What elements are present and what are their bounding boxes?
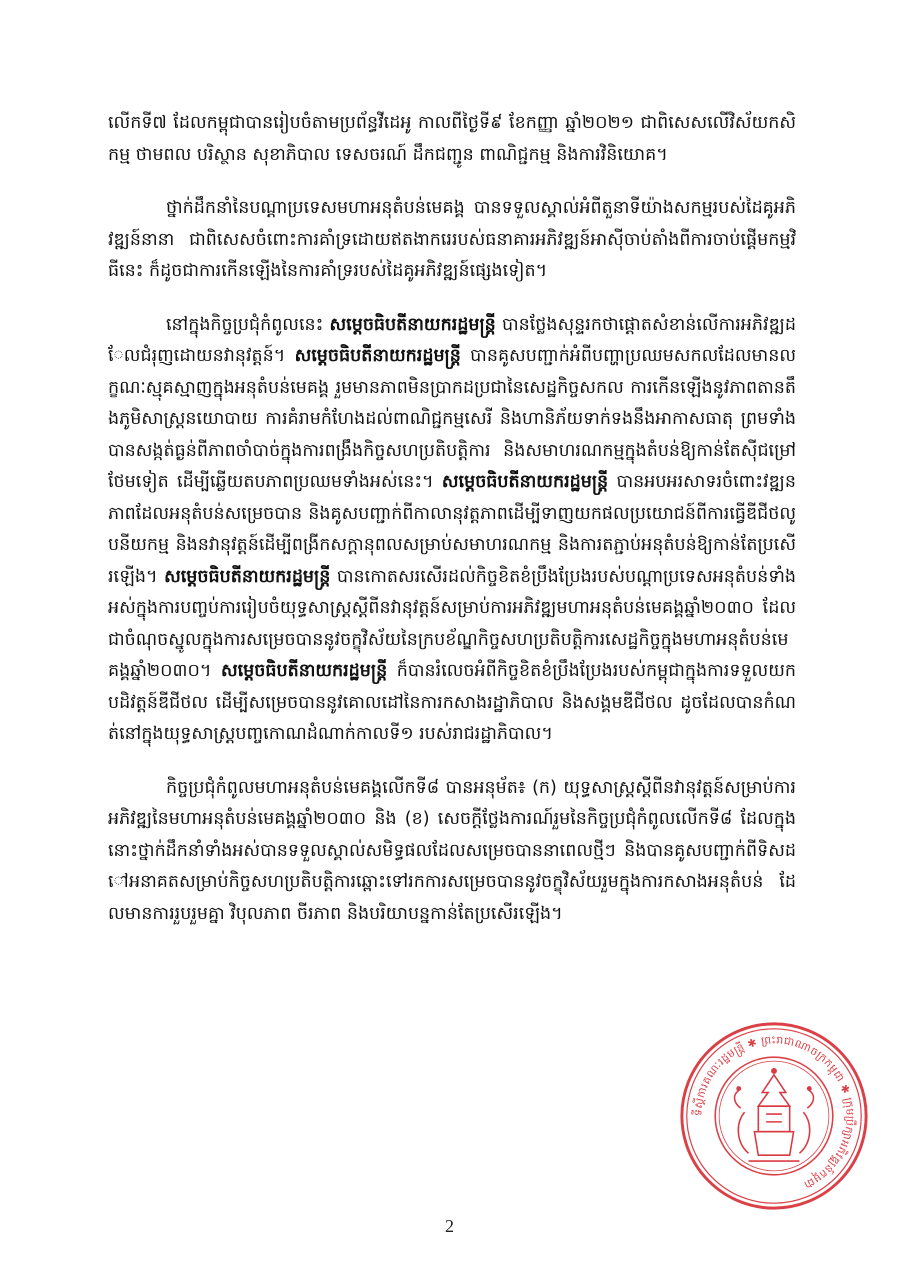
paragraph-3-text-5: បានកោតសរសើរដល់កិច្ចខិតខំប្រឹងប្រែងរបស់បណ្តាប្រទេសអនុតំបន់ទាំងអស់ក្នុងការបញ្ចប់ការរៀបចំយុទ្ធសាស្ត្រស្តីពីនវានុវត្តន៍សម្រាប់ការអភិវឌ្ឍមហាអនុតំបន់មេគង្គឆ្នាំ២០៣០ ដែលជាចំណុចស្នូលក្នុងការសម្រេចបាននូវចក្ខុវិស័យនៃក្របខ័ណ្ឌកិច្ចសហប្រតិបត្តិការសេដ្ឋកិច្ចក្នុងមហាអនុតំបន់មេគង្គឆ្នាំ២០៣០។ bbox=[108, 566, 797, 681]
paragraph-3-text-2: បានថ្លែងសុន្ទរកថាផ្តោតសំខាន់លើការអភិវឌ្ឍដែលជំរុញដោយនវានុវត្តន៍។ bbox=[108, 314, 797, 366]
paragraph-3-text-4: បានអបអរសាទរចំពោះវឌ្ឍនភាពដែលអនុតំបន់សម្រេចបាន និងគូសបញ្ជាក់ពីកាលានុវត្តភាពដើម្បីទាញយកផលប្រយោជន៍ពីការធ្វើឌីជីថលូបនីយកម្ម និងនវានុវត្តន៍ដើម្បីពង្រីកសក្តានុពលសម្រាប់សមាហរណកម្ម និងការតភ្ជាប់អនុតំបន់ឱ្យកាន់តែប្រសើរឡើង។ bbox=[108, 472, 796, 587]
paragraph-3 bbox=[108, 310, 796, 751]
royal-government-seal-icon bbox=[676, 1018, 872, 1214]
prime-minister-title: សម្តេចធិបតីនាយករដ្ឋមន្ត្រី bbox=[220, 661, 388, 681]
paragraph-4: កិច្ចប្រជុំកំពូលមហាអនុតំបន់មេគង្គលើកទី៨ បានអនុម័ត៖ (ក) យុទ្ធសាស្ត្រស្តីពីនវានុវត្តន៍សម្រាប់ការអភិវឌ្ឍនៃមហាអនុតំបន់មេគង្គឆ្នាំ២០៣០ និង (ខ) សេចក្តីថ្លែងការណ៍រួមនៃកិច្ចប្រជុំកំពូលលើកទី៨ ដែលក្នុងនោះថ្នាក់ដឹកនាំទាំងអស់បានទទួលស្គាល់សមិទ្ធផលដែលសម្រេចបាននាពេលថ្មីៗ និងបានគូសបញ្ជាក់ពីទិសដៅអនាគតសម្រាប់កិច្ចសហប្រតិបត្តិការឆ្ពោះទៅរកការសម្រេចបាននូវចក្ខុវិស័យរួមក្នុងការកសាងអនុតំបន់ ដែលមានការរួបរួមគ្នា វិបុលភាព ចីរភាព និងបរិយាបន្នកាន់តែប្រសើរឡើង។ bbox=[108, 777, 796, 924]
paragraph-2: ថ្នាក់ដឹកនាំនៃបណ្តាប្រទេសមហាអនុតំបន់មេគង្គ បានទទួលស្គាល់អំពីតួនាទីយ៉ាងសកម្មរបស់ដៃគូអភិវឌ្ឍន៍នានា ជាពិសេសចំពោះការគាំទ្រដោយឥតងាករេរបស់ធនាគារអភិវឌ្ឍន៍អាស៊ីចាប់តាំងពីការចាប់ផ្តើមកម្មវិធីនេះ ក៏ដូចជាការកើនឡើងនៃការគាំទ្ររបស់ដៃគូអភិវឌ្ឍន៍ផ្សេងទៀត។ bbox=[108, 198, 796, 281]
prime-minister-title: សម្តេចធិបតីនាយករដ្ឋមន្ត្រី bbox=[164, 566, 331, 587]
prime-minister-title: សម្តេចធិបតីនាយករដ្ឋមន្ត្រី bbox=[294, 346, 461, 366]
prime-minister-title: សម្តេចធិបតីនាយករដ្ឋមន្ត្រី bbox=[329, 314, 496, 335]
seal-ring-text: ទីស្តីការគណៈរដ្ឋមន្ត្រី ✱ ព្រះរាជាណាចក្រកម្ពុជា ✱ ក្រុមប្រឹក្សាអភិវឌ្ឍន៍កម្ពុជា bbox=[691, 1033, 857, 1192]
paragraph-3-text-6: ក៏បានរំលេចអំពីកិច្ចខិតខំប្រឹងប្រែងរបស់កម្ពុជាក្នុងការទទួលយកបដិវត្តន៍ឌីជីថល ដើម្បីសម្រេចបាននូវគោលដៅនៃការកសាងរដ្ឋាភិបាល និងសង្គមឌីជីថល ដូចដែលបានកំណត់នៅក្នុងយុទ្ធសាស្ត្របញ្ចកោណដំណាក់កាលទី១ របស់រាជរដ្ឋាភិបាល។ bbox=[108, 661, 796, 744]
paragraph-3-text-3: បានគូសបញ្ជាក់អំពីបញ្ហាប្រឈមសកលដែលមានលក្ខណៈស្មុគស្មាញក្នុងអនុតំបន់មេគង្គ រួមមានភាពមិនប្រាកដប្រជានៃសេដ្ឋកិច្ចសកល ការកើនឡើងនូវភាពតានតឹងភូមិសាស្ត្រនយោបាយ ការគំរាមកំហែងដល់ពាណិជ្ជកម្មសេរី និងហានិភ័យទាក់ទងនឹងអាកាសធាតុ ព្រមទាំងបានសង្កត់ធ្ងន់ពីភាពចាំបាច់ក្នុងការពង្រឹងកិច្ចសហប្រតិបត្តិការ និងសមាហរណកម្មក្នុងតំបន់ឱ្យកាន់តែស៊ីជម្រៅថែមទៀត ដើម្បីឆ្លើយតបភាពប្រឈមទាំងអស់នេះ។ bbox=[108, 346, 796, 492]
paragraph-3-text-1: នៅក្នុងកិច្ចប្រជុំកំពូលនេះ bbox=[166, 314, 330, 335]
prime-minister-title: សម្តេចធិបតីនាយករដ្ឋមន្ត្រី bbox=[441, 472, 609, 492]
paragraph-1: លើកទី៧ ដែលកម្ពុជាបានរៀបចំតាមប្រព័ន្ធវីដេអូ កាលពីថ្ងៃទី៩ ខែកញ្ញា ឆ្នាំ២០២១ ជាពិសេសលើវិស័យកសិកម្ម ថាមពល បរិស្ថាន សុខាភិបាល ទេសចរណ៍ ដឹកជញ្ជូន ពាណិជ្ជកម្ម និងការវិនិយោគ។ bbox=[108, 113, 796, 165]
page-number: 2 bbox=[445, 1216, 454, 1236]
document-body bbox=[108, 108, 796, 952]
